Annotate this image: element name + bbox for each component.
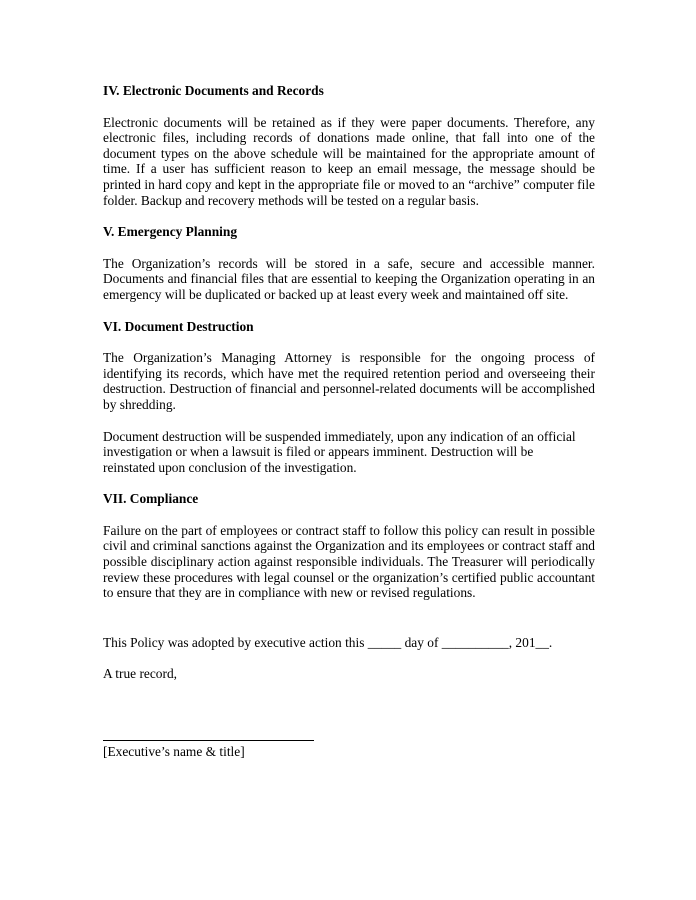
section-compliance [103,491,595,601]
section-document-destruction [103,319,595,476]
section-paragraph: Failure on the part of employees or contract staff to follow this policy can result in possible civil and criminal sanctions against the Organization and its employees or contract staff and possible disciplinary action against responsible individuals. The Treasurer will periodically review these procedures with legal counsel or the organization’s certified public accountant to ensure that they are in compliance with new or revised regulations. [103,522,595,601]
section-emergency-planning [103,224,595,302]
true-record-text: A true record, [103,666,177,682]
adoption-statement: This Policy was adopted by executive action this _____ day of __________, 201__. [103,634,553,650]
document-page [103,83,595,760]
section-heading: IV. Electronic Documents and Records [103,83,324,98]
section-heading: V. Emergency Planning [103,224,238,240]
section-heading: VII. Compliance [103,491,199,507]
section-paragraph: Document destruction will be suspended immediately, upon any indication of an official investigation or when a lawsuit is filed or appears imminent. Destruction will be reinstated upon conclusion of the investigation. [103,428,576,475]
section-paragraph: The Organization’s records will be stored in a safe, secure and accessible manner. Documents and financial files that are essential to keeping the Organization operating in an emergency will be duplicated or backed up at least every week and maintained off site. [103,255,595,302]
signature-label: [Executive’s name & title] [103,744,245,760]
section-paragraph: The Organization’s Managing Attorney is responsible for the ongoing process of identifying its records, which have met the required retention period and overseeing their destruction. Destruction of financial and personnel-related documents will be accomplished by shredding. [103,350,595,412]
section-paragraph: Electronic documents will be retained as if they were paper documents. Therefore, any electronic files, including records of donations made online, that fall into one of the document types on the above schedule will be maintained for the appropriate amount of time. If a user has sufficient reason to keep an email message, the message should be printed in hard copy and kept in the appropriate file or moved to an “archive” computer file folder. Backup and recovery methods will be tested on a regular basis. [103,114,595,208]
section-heading: VI. Document Destruction [103,318,254,334]
signature-line [103,740,314,741]
section-electronic-documents [103,83,595,208]
